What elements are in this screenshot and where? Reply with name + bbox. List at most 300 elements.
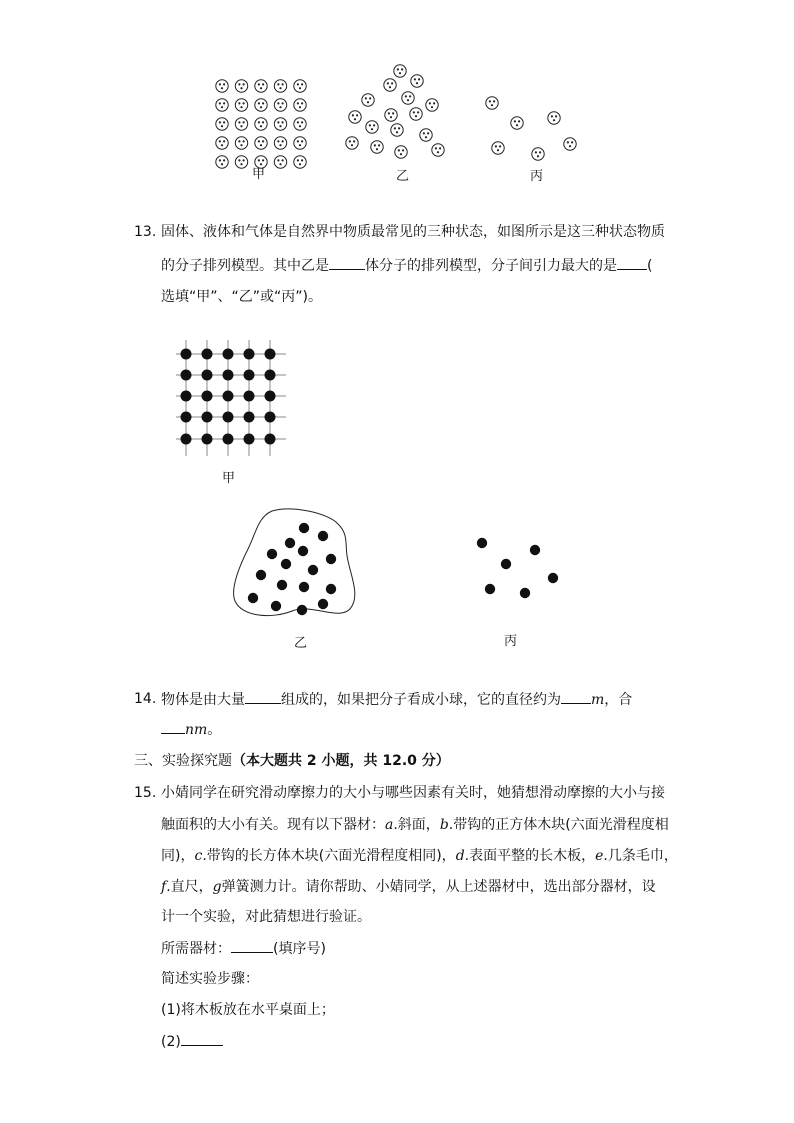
molecule-dot bbox=[223, 159, 225, 161]
molecule-dot bbox=[400, 153, 402, 155]
molecule-dot bbox=[548, 573, 558, 583]
item-letter: g bbox=[212, 879, 222, 895]
molecule-dot bbox=[244, 434, 255, 445]
text-segment: 同)， bbox=[161, 848, 195, 864]
mid-figure-solid bbox=[162, 332, 292, 467]
molecule-outline bbox=[362, 94, 374, 106]
molecule-dot bbox=[373, 124, 375, 126]
molecule-dot bbox=[394, 127, 396, 129]
molecule-dot bbox=[243, 159, 245, 161]
molecule-dot bbox=[219, 140, 221, 142]
molecule-dot bbox=[299, 163, 301, 165]
molecule-dot bbox=[262, 102, 264, 104]
question-text-line bbox=[161, 938, 326, 959]
question-text-line bbox=[161, 969, 259, 989]
molecule-dot bbox=[240, 125, 242, 127]
molecule-dot bbox=[258, 102, 260, 104]
molecule-dot bbox=[401, 68, 403, 70]
molecule-outline bbox=[255, 99, 267, 111]
molecule-dot bbox=[219, 102, 221, 104]
molecule-dot bbox=[388, 112, 390, 114]
molecule-dot bbox=[243, 121, 245, 123]
molecule-dot bbox=[365, 97, 367, 99]
text-segment: ，合 bbox=[604, 692, 633, 708]
molecule-icon bbox=[395, 146, 407, 158]
molecule-outline bbox=[411, 75, 423, 87]
molecule-dot bbox=[389, 86, 391, 88]
molecule-dot bbox=[353, 140, 355, 142]
molecule-dot bbox=[244, 370, 255, 381]
molecule-dot bbox=[279, 106, 281, 108]
molecule-outline bbox=[216, 80, 228, 92]
molecule-dot bbox=[352, 114, 354, 116]
text-segment: 触面积的大小有关。现有以下器材： bbox=[161, 817, 385, 833]
molecule-outline bbox=[235, 137, 247, 149]
molecule-dot bbox=[516, 124, 518, 126]
molecule-dot bbox=[223, 83, 225, 85]
molecule-icon bbox=[511, 117, 523, 129]
molecule-outline bbox=[511, 117, 523, 129]
molecule-dot bbox=[240, 163, 242, 165]
molecule-dot bbox=[391, 82, 393, 84]
molecule-dot bbox=[202, 370, 213, 381]
molecule-dot bbox=[277, 159, 279, 161]
molecule-icon bbox=[216, 156, 228, 168]
molecule-dot bbox=[351, 144, 353, 146]
molecule-outline bbox=[274, 99, 286, 111]
molecule-outline bbox=[235, 118, 247, 130]
question-text-line bbox=[161, 877, 656, 897]
molecule-icon bbox=[394, 65, 406, 77]
molecule-dot bbox=[551, 115, 553, 117]
molecule-dot bbox=[240, 144, 242, 146]
molecule-dot bbox=[277, 121, 279, 123]
molecule-dot bbox=[297, 121, 299, 123]
molecule-icon bbox=[294, 156, 306, 168]
molecule-outline bbox=[216, 99, 228, 111]
molecule-dot bbox=[567, 141, 569, 143]
molecule-icon bbox=[346, 137, 358, 149]
text-segment: 。 bbox=[207, 722, 222, 738]
molecule-icon bbox=[366, 121, 378, 133]
molecule-dot bbox=[282, 159, 284, 161]
molecule-dot bbox=[435, 147, 437, 149]
molecule-dot bbox=[256, 570, 266, 580]
molecule-dot bbox=[223, 391, 234, 402]
molecule-dot bbox=[477, 538, 487, 548]
molecule-dot bbox=[301, 102, 303, 104]
molecule-dot bbox=[326, 554, 336, 564]
text-segment: 计一个实验，对此猜想进行验证。 bbox=[161, 909, 371, 925]
molecule-dot bbox=[398, 127, 400, 129]
molecule-icon bbox=[235, 99, 247, 111]
question-text-line bbox=[161, 719, 221, 740]
molecule-dot bbox=[433, 102, 435, 104]
molecule-dot bbox=[279, 144, 281, 146]
molecule-dot bbox=[326, 584, 336, 594]
molecule-icon bbox=[235, 156, 247, 168]
molecule-icon bbox=[216, 137, 228, 149]
molecule-dot bbox=[260, 87, 262, 89]
molecule-dot bbox=[396, 131, 398, 133]
molecule-dot bbox=[271, 601, 281, 611]
molecule-dot bbox=[279, 163, 281, 165]
molecule-dot bbox=[356, 114, 358, 116]
molecule-dot bbox=[555, 115, 557, 117]
molecule-dot bbox=[243, 83, 245, 85]
molecule-dot bbox=[301, 159, 303, 161]
molecule-dot bbox=[416, 82, 418, 84]
molecule-dot bbox=[279, 125, 281, 127]
molecule-dot bbox=[219, 159, 221, 161]
molecule-outline bbox=[274, 118, 286, 130]
text-segment: .表面平整的长木板， bbox=[464, 848, 596, 864]
molecule-dot bbox=[258, 121, 260, 123]
molecule-dot bbox=[277, 140, 279, 142]
molecule-dot bbox=[260, 125, 262, 127]
molecule-dot bbox=[243, 140, 245, 142]
molecule-dot bbox=[221, 144, 223, 146]
molecule-dot bbox=[301, 83, 303, 85]
molecule-icon bbox=[255, 137, 267, 149]
molecule-outline bbox=[216, 118, 228, 130]
molecule-outline bbox=[274, 156, 286, 168]
molecule-icon bbox=[548, 112, 560, 124]
molecule-outline bbox=[410, 108, 422, 120]
molecule-dot bbox=[439, 147, 441, 149]
answer-blank[interactable] bbox=[329, 255, 365, 270]
molecule-dot bbox=[398, 149, 400, 151]
molecule-icon bbox=[391, 124, 403, 136]
molecule-dot bbox=[297, 159, 299, 161]
molecule-dot bbox=[299, 87, 301, 89]
molecule-icon bbox=[371, 141, 383, 153]
molecule-dot bbox=[181, 370, 192, 381]
molecule-outline bbox=[384, 79, 396, 91]
molecule-dot bbox=[221, 87, 223, 89]
molecule-outline bbox=[564, 138, 576, 150]
molecule-dot bbox=[277, 83, 279, 85]
molecule-dot bbox=[223, 412, 234, 423]
molecule-dot bbox=[202, 391, 213, 402]
molecule-dot bbox=[282, 140, 284, 142]
top-caption-yi: 乙 bbox=[396, 169, 410, 184]
molecule-icon bbox=[216, 80, 228, 92]
molecule-dot bbox=[514, 120, 516, 122]
molecule-dot bbox=[425, 136, 427, 138]
molecule-dot bbox=[243, 102, 245, 104]
molecule-outline bbox=[532, 148, 544, 160]
molecule-dot bbox=[497, 149, 499, 151]
answer-blank[interactable] bbox=[181, 1031, 223, 1046]
molecule-dot bbox=[414, 78, 416, 80]
molecule-dot bbox=[501, 559, 511, 569]
molecule-icon bbox=[274, 137, 286, 149]
text-segment: .带钩的长方体木块(六面光滑程度相同)， bbox=[202, 848, 456, 864]
text-segment: 的分子排列模型。其中乙是 bbox=[161, 258, 329, 274]
molecule-dot bbox=[415, 115, 417, 117]
item-letter: f bbox=[161, 879, 167, 895]
molecule-dot bbox=[223, 121, 225, 123]
molecule-dot bbox=[520, 588, 530, 598]
molecule-dot bbox=[223, 434, 234, 445]
molecule-dot bbox=[181, 349, 192, 360]
question-text-line bbox=[161, 846, 678, 866]
molecule-dot bbox=[219, 83, 221, 85]
molecule-dot bbox=[308, 565, 318, 575]
molecule-outline bbox=[294, 80, 306, 92]
answer-blank[interactable] bbox=[617, 255, 647, 270]
molecule-dot bbox=[219, 121, 221, 123]
molecule-dot bbox=[297, 605, 307, 615]
molecule-dot bbox=[238, 140, 240, 142]
molecule-dot bbox=[281, 559, 291, 569]
molecule-outline bbox=[548, 112, 560, 124]
item-letter: e bbox=[595, 848, 604, 864]
molecule-outline bbox=[395, 146, 407, 158]
text-segment: 所需器材： bbox=[161, 941, 231, 957]
unit-label: m bbox=[591, 692, 605, 708]
molecule-dot bbox=[240, 106, 242, 108]
molecule-dot bbox=[553, 119, 555, 121]
text-segment: .斜面， bbox=[393, 817, 440, 833]
molecule-dot bbox=[181, 391, 192, 402]
molecule-dot bbox=[367, 101, 369, 103]
text-segment: (2) bbox=[161, 1034, 181, 1050]
section-detail: （本大题共 2 小题，共 12.0 分） bbox=[232, 753, 450, 769]
molecule-icon bbox=[294, 99, 306, 111]
molecule-dot bbox=[374, 144, 376, 146]
molecule-icon bbox=[420, 129, 432, 141]
question-text-line bbox=[161, 815, 669, 835]
molecule-dot bbox=[244, 391, 255, 402]
molecule-icon bbox=[402, 92, 414, 104]
molecule-outline bbox=[492, 142, 504, 154]
molecule-outline bbox=[420, 129, 432, 141]
molecule-dot bbox=[244, 412, 255, 423]
molecule-icon bbox=[216, 99, 228, 111]
molecule-dot bbox=[279, 87, 281, 89]
molecule-icon bbox=[274, 156, 286, 168]
top-figure-solid bbox=[210, 76, 320, 166]
molecule-dot bbox=[221, 125, 223, 127]
text-segment: (1)将木板放在水平桌面上； bbox=[161, 1002, 335, 1018]
molecule-dot bbox=[417, 111, 419, 113]
molecule-dot bbox=[418, 78, 420, 80]
molecule-outline bbox=[235, 99, 247, 111]
molecule-outline bbox=[486, 97, 498, 109]
molecule-dot bbox=[499, 145, 501, 147]
text-segment: 简述实验步骤： bbox=[161, 971, 259, 987]
text-segment: .带钩的正方体木块(六面光滑程度相 bbox=[448, 817, 669, 833]
molecule-outline bbox=[294, 99, 306, 111]
molecule-outline bbox=[294, 156, 306, 168]
molecule-dot bbox=[221, 163, 223, 165]
molecule-dot bbox=[265, 370, 276, 381]
molecule-dot bbox=[569, 145, 571, 147]
molecule-dot bbox=[262, 83, 264, 85]
molecule-dot bbox=[493, 100, 495, 102]
item-letter: d bbox=[455, 848, 465, 864]
molecule-outline bbox=[255, 118, 267, 130]
molecule-dot bbox=[429, 102, 431, 104]
molecule-icon bbox=[255, 99, 267, 111]
molecule-dot bbox=[399, 72, 401, 74]
text-segment: 体分子的排列模型，分子间引力最大的是 bbox=[365, 258, 617, 274]
molecule-dot bbox=[258, 140, 260, 142]
text-segment: 小婧同学在研究滑动摩擦力的大小与哪些因素有关时，她猜想滑动摩擦的大小与接 bbox=[161, 785, 665, 801]
molecule-dot bbox=[427, 132, 429, 134]
molecule-dot bbox=[202, 434, 213, 445]
molecule-dot bbox=[318, 531, 328, 541]
answer-blank[interactable] bbox=[231, 938, 273, 953]
mid-caption-jia: 甲 bbox=[222, 471, 236, 486]
molecule-dot bbox=[413, 111, 415, 113]
item-letter: c bbox=[194, 848, 203, 864]
text-segment: .几条毛巾， bbox=[603, 848, 678, 864]
molecule-icon bbox=[532, 148, 544, 160]
question-number: 14. bbox=[134, 691, 157, 707]
molecule-dot bbox=[489, 100, 491, 102]
molecule-dot bbox=[485, 584, 495, 594]
molecule-dot bbox=[299, 582, 309, 592]
molecule-dot bbox=[530, 545, 540, 555]
answer-blank[interactable] bbox=[561, 689, 591, 704]
molecule-dot bbox=[437, 151, 439, 153]
molecule-dot bbox=[495, 145, 497, 147]
molecule-dot bbox=[262, 121, 264, 123]
molecule-dot bbox=[407, 99, 409, 101]
molecule-outline bbox=[385, 109, 397, 121]
molecule-outline bbox=[349, 111, 361, 123]
item-letter: a bbox=[385, 817, 394, 833]
text-segment: 选填“甲”、“乙”或“丙”)。 bbox=[161, 289, 322, 305]
text-segment: ( bbox=[647, 258, 653, 274]
molecule-icon bbox=[426, 99, 438, 111]
molecule-outline bbox=[255, 137, 267, 149]
section-title: 三、实验探究题 bbox=[134, 753, 232, 769]
question-text-line bbox=[161, 287, 322, 307]
molecule-dot bbox=[539, 151, 541, 153]
molecule-dot bbox=[397, 68, 399, 70]
molecule-dot bbox=[423, 132, 425, 134]
molecule-dot bbox=[277, 580, 287, 590]
molecule-dot bbox=[371, 128, 373, 130]
molecule-dot bbox=[369, 124, 371, 126]
molecule-dot bbox=[240, 87, 242, 89]
molecule-dot bbox=[265, 349, 276, 360]
molecule-dot bbox=[238, 102, 240, 104]
molecule-outline bbox=[216, 156, 228, 168]
molecule-dot bbox=[260, 144, 262, 146]
molecule-outline bbox=[402, 92, 414, 104]
molecule-dot bbox=[282, 83, 284, 85]
molecule-icon bbox=[216, 118, 228, 130]
molecule-dot bbox=[267, 549, 277, 559]
molecule-dot bbox=[405, 95, 407, 97]
molecule-dot bbox=[202, 412, 213, 423]
molecule-icon bbox=[274, 99, 286, 111]
molecule-dot bbox=[221, 106, 223, 108]
molecule-icon bbox=[349, 111, 361, 123]
molecule-dot bbox=[265, 434, 276, 445]
molecule-dot bbox=[223, 370, 234, 381]
molecule-icon bbox=[294, 137, 306, 149]
molecule-icon bbox=[294, 80, 306, 92]
molecule-icon bbox=[235, 137, 247, 149]
molecule-dot bbox=[301, 140, 303, 142]
molecule-dot bbox=[258, 83, 260, 85]
text-segment: 组成的，如果把分子看成小球，它的直径约为 bbox=[281, 692, 561, 708]
question-number: 13. bbox=[134, 224, 157, 240]
molecule-icon bbox=[492, 142, 504, 154]
molecule-dot bbox=[277, 102, 279, 104]
mid-caption-yi: 乙 bbox=[294, 636, 308, 651]
molecule-dot bbox=[518, 120, 520, 122]
molecule-dot bbox=[376, 148, 378, 150]
molecule-icon bbox=[384, 79, 396, 91]
answer-blank[interactable] bbox=[245, 689, 281, 704]
molecule-dot bbox=[354, 118, 356, 120]
molecule-outline bbox=[255, 80, 267, 92]
text-segment: .直尺， bbox=[166, 879, 213, 895]
molecule-icon bbox=[362, 94, 374, 106]
molecule-dot bbox=[402, 149, 404, 151]
molecule-icon bbox=[255, 118, 267, 130]
molecule-dot bbox=[202, 349, 213, 360]
molecule-dot bbox=[491, 104, 493, 106]
molecule-dot bbox=[265, 412, 276, 423]
molecule-dot bbox=[571, 141, 573, 143]
section-heading bbox=[134, 751, 450, 771]
molecule-dot bbox=[369, 97, 371, 99]
molecule-icon bbox=[274, 118, 286, 130]
molecule-dot bbox=[238, 159, 240, 161]
molecule-outline bbox=[346, 137, 358, 149]
answer-blank[interactable] bbox=[161, 719, 185, 734]
molecule-dot bbox=[285, 538, 295, 548]
text-segment: (填序号) bbox=[273, 941, 326, 957]
text-segment: 固体、液体和气体是自然界中物质最常见的三种状态，如图所示是这三种状态物质 bbox=[161, 224, 665, 240]
molecule-icon bbox=[486, 97, 498, 109]
text-segment: 弹簧测力计。请你帮助、小婧同学，从上述器材中，选出部分器材，设 bbox=[221, 879, 656, 895]
molecule-outline bbox=[391, 124, 403, 136]
molecule-dot bbox=[297, 83, 299, 85]
molecule-dot bbox=[282, 121, 284, 123]
molecule-dot bbox=[223, 349, 234, 360]
molecule-outline bbox=[426, 99, 438, 111]
molecule-outline bbox=[235, 156, 247, 168]
molecule-icon bbox=[294, 118, 306, 130]
molecule-outline bbox=[235, 80, 247, 92]
molecule-dot bbox=[299, 144, 301, 146]
molecule-dot bbox=[392, 112, 394, 114]
molecule-dot bbox=[378, 144, 380, 146]
molecule-dot bbox=[181, 412, 192, 423]
molecule-dot bbox=[318, 599, 328, 609]
molecule-icon bbox=[410, 108, 422, 120]
molecule-dot bbox=[260, 106, 262, 108]
molecule-outline bbox=[371, 141, 383, 153]
top-caption-jia: 甲 bbox=[252, 167, 266, 182]
molecule-dot bbox=[258, 159, 260, 161]
molecule-icon bbox=[274, 80, 286, 92]
question-text-line bbox=[161, 689, 632, 710]
question-text-line bbox=[161, 783, 665, 803]
molecule-outline bbox=[394, 65, 406, 77]
molecule-dot bbox=[390, 116, 392, 118]
molecule-outline bbox=[274, 137, 286, 149]
